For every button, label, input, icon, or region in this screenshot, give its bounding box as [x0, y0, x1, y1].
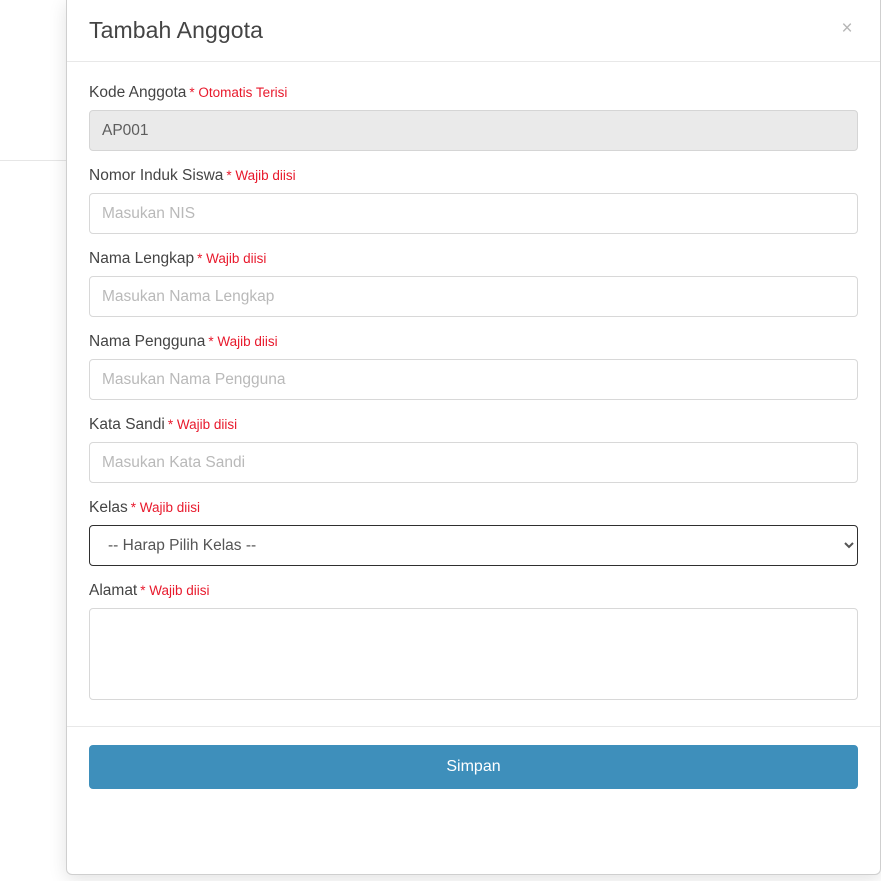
field-nama-lengkap: [89, 250, 858, 317]
label-kata-sandi: [89, 416, 858, 434]
field-kelas: [89, 499, 858, 566]
label-text: Nomor Induk Siswa: [89, 167, 224, 184]
input-alamat[interactable]: [89, 608, 858, 700]
page-backdrop: [0, 0, 66, 881]
label-alamat: [89, 582, 858, 600]
select-kelas[interactable]: [89, 525, 858, 566]
label-kelas: [89, 499, 858, 517]
field-nomor-induk-siswa: [89, 167, 858, 234]
field-nama-pengguna: [89, 333, 858, 400]
required-note: * Otomatis Terisi: [189, 85, 288, 100]
input-nama-lengkap[interactable]: [89, 276, 858, 317]
required-note: * Wajib diisi: [226, 168, 296, 183]
required-note: * Wajib diisi: [130, 500, 201, 515]
input-nomor-induk-siswa[interactable]: [89, 193, 858, 234]
input-kode-anggota[interactable]: [89, 110, 858, 151]
required-note: * Wajib diisi: [167, 417, 238, 432]
label-text: Kata Sandi: [89, 416, 165, 433]
label-nama-pengguna: [89, 333, 858, 351]
label-text: Kode Anggota: [89, 84, 187, 101]
label-text: Alamat: [89, 582, 138, 599]
label-text: Nama Lengkap: [89, 250, 195, 267]
modal-header: [67, 0, 880, 62]
required-note: * Wajib diisi: [197, 251, 267, 266]
input-nama-pengguna[interactable]: [89, 359, 858, 400]
field-kode-anggota: [89, 84, 858, 151]
close-icon[interactable]: ×: [836, 18, 858, 40]
label-nama-lengkap: [89, 250, 858, 268]
background-panel: [0, 0, 66, 161]
tambah-anggota-modal: [66, 0, 881, 875]
field-alamat: [89, 582, 858, 700]
label-text: Nama Pengguna: [89, 333, 206, 350]
save-button[interactable]: Simpan: [89, 745, 858, 789]
input-kata-sandi[interactable]: [89, 442, 858, 483]
label-text: Kelas: [89, 499, 128, 516]
field-kata-sandi: [89, 416, 858, 483]
modal-title: Tambah Anggota: [89, 17, 264, 43]
required-note: * Wajib diisi: [208, 334, 278, 349]
modal-body: [67, 62, 880, 726]
modal-footer: [67, 726, 880, 809]
label-nomor-induk-siswa: [89, 167, 858, 185]
label-kode-anggota: [89, 84, 858, 102]
required-note: * Wajib diisi: [140, 583, 210, 598]
